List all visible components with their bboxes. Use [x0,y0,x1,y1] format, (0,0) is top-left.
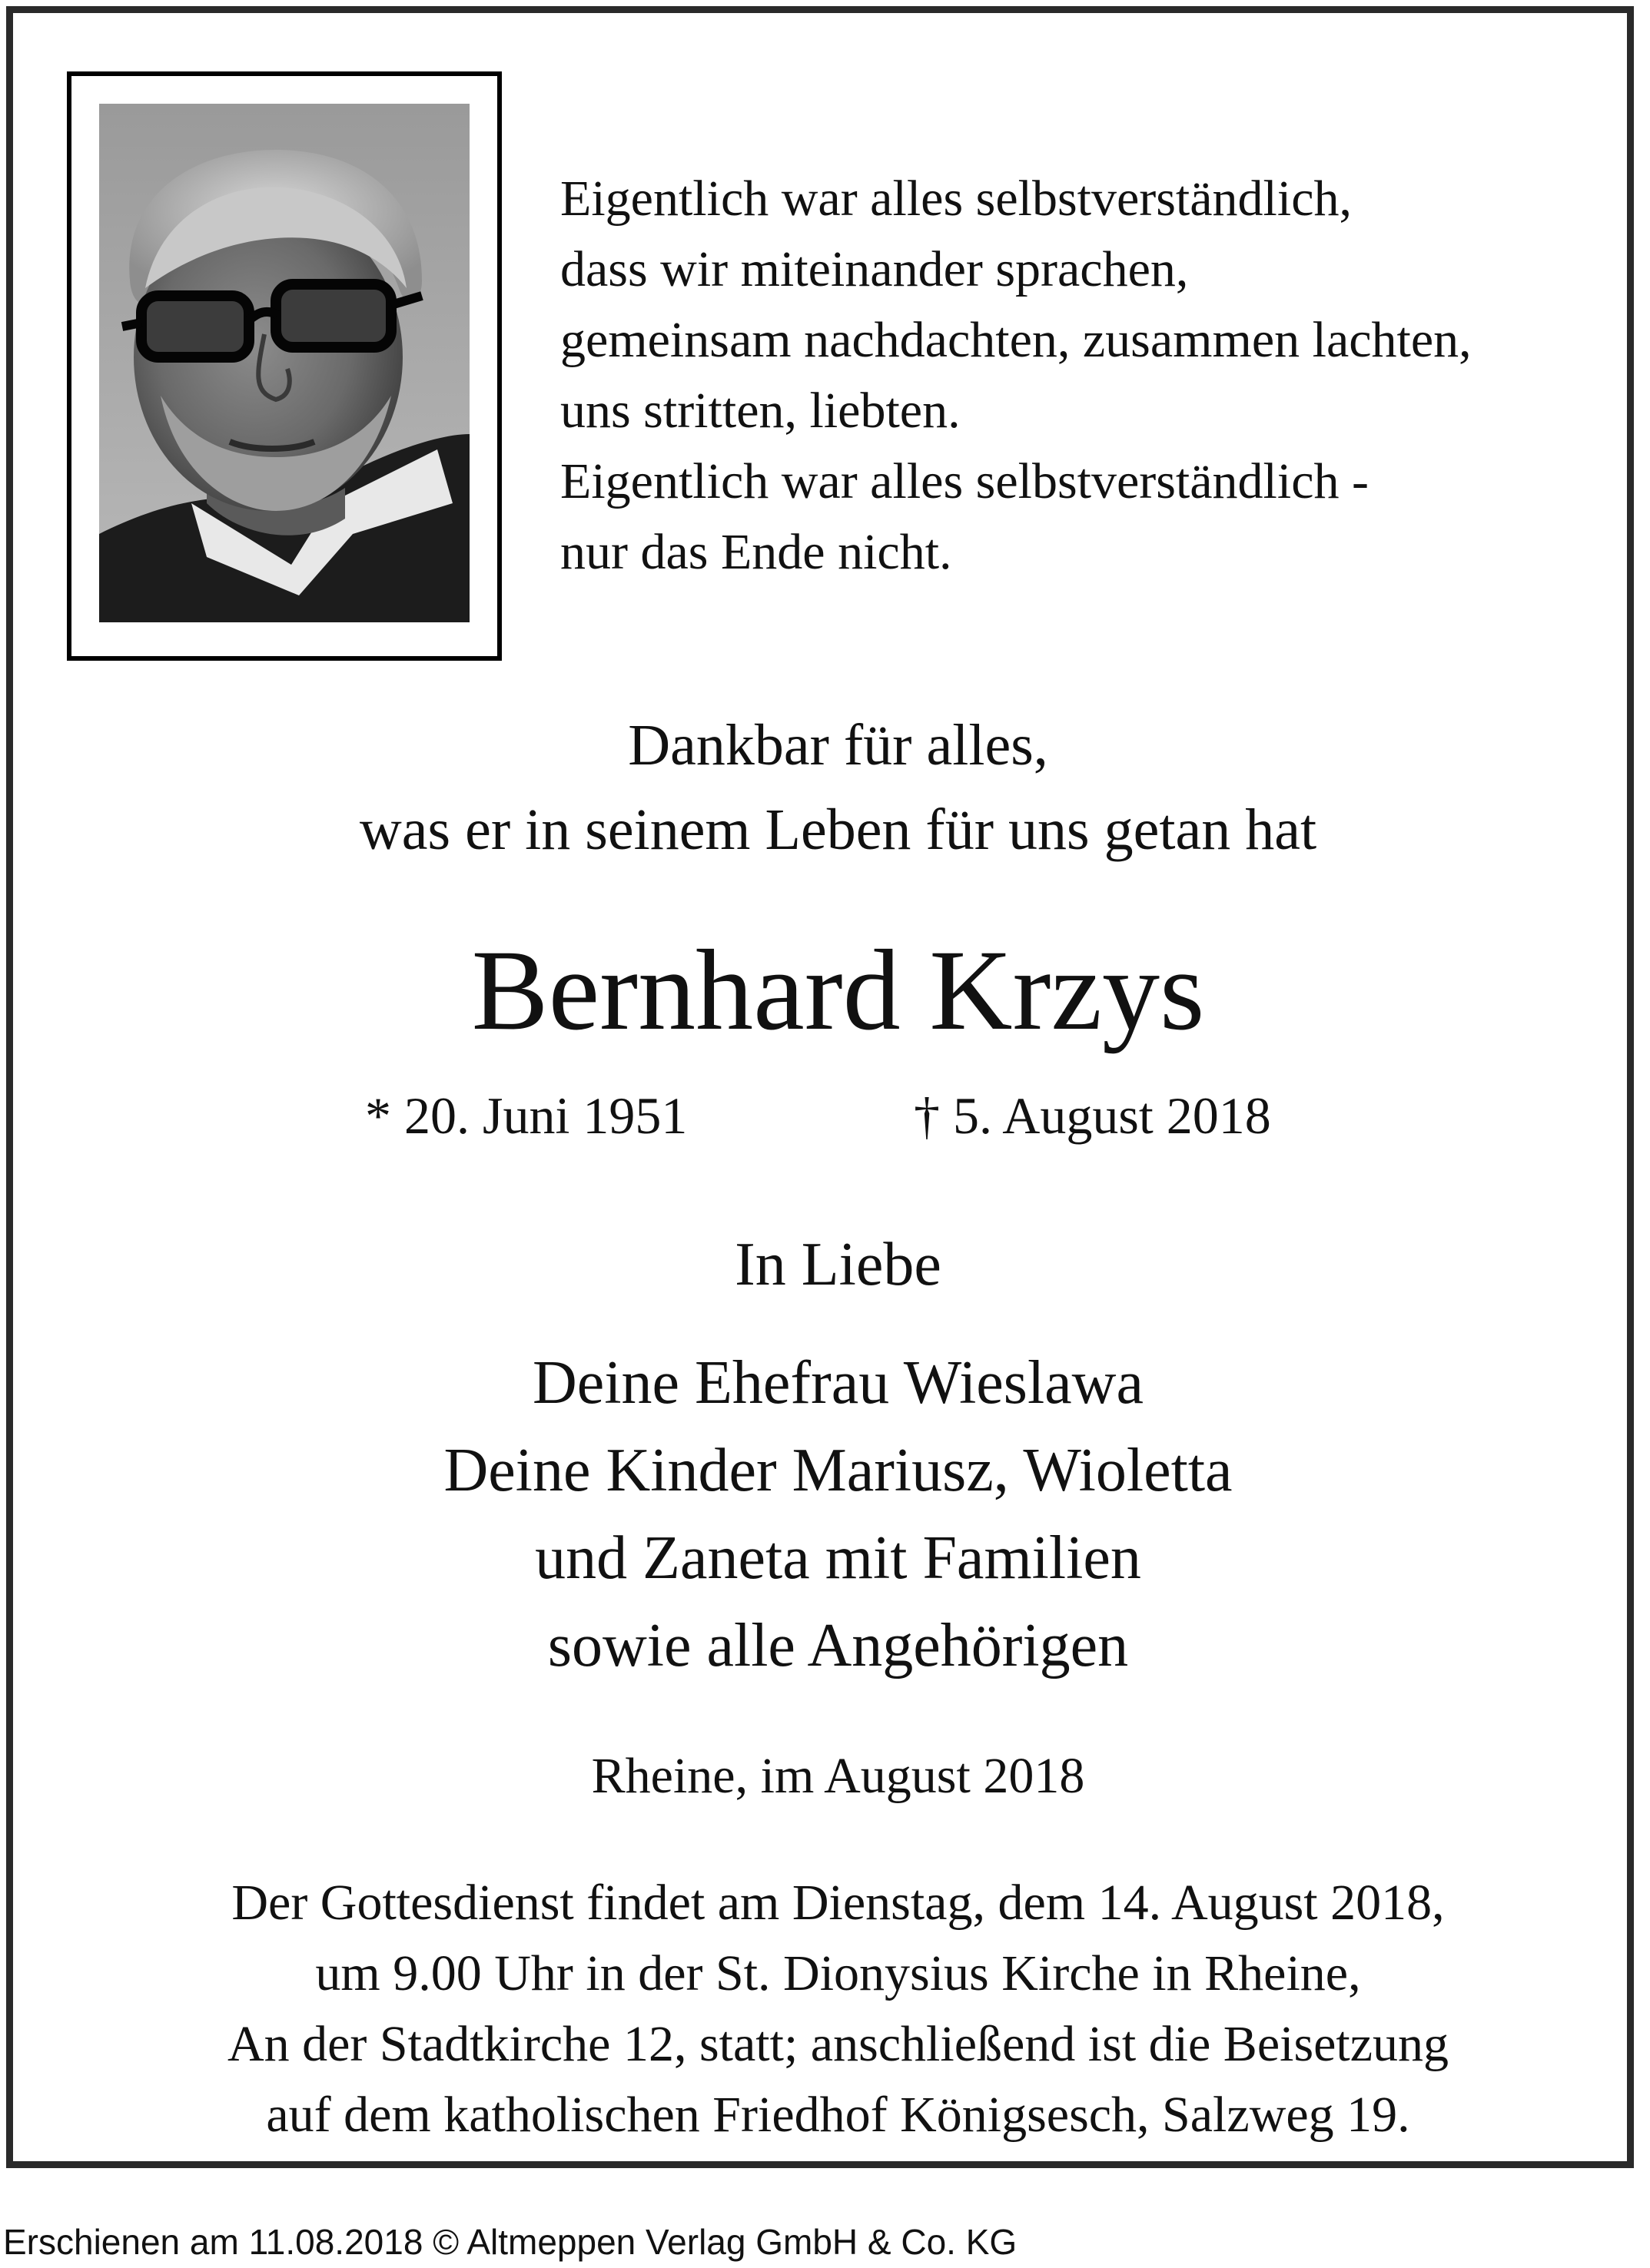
birth-date: * 20. Juni 1951 [365,1086,688,1145]
poem-line: dass wir miteinander sprachen, [560,241,1189,297]
mourners-list [13,1339,1650,1689]
mourners-line: Deine Kinder Mariusz, Wioletta [443,1437,1233,1504]
service-line: Der Gottesdienst findet am Dienstag, dem 14. August 2018, [231,1875,1445,1931]
service-line: auf dem katholischen Friedhof Königsesch, Salzweg 19. [266,2087,1410,2143]
poem-line: Eigentlich war alles selbstverständlich - [560,453,1369,509]
poem-text [560,164,1472,588]
death-date: † 5. August 2018 [914,1086,1271,1145]
gratitude-text [13,703,1650,872]
mourners-line: sowie alle Angehörigen [547,1612,1129,1679]
gratitude-line: Dankbar für alles, [628,713,1048,778]
mourners-line: und Zaneta mit Familien [535,1524,1141,1592]
obituary-notice [6,6,1634,2168]
poem-line: gemeinsam nachdachten, zusammen lachten, [560,312,1472,368]
poem-line: Eigentlich war alles selbstverständlich, [560,171,1353,227]
portrait-frame [67,71,502,661]
place-and-date: Rheine, im August 2018 [591,1748,1085,1804]
portrait-photo [99,104,470,622]
gratitude-line: was er in seinem Leben für uns getan hat [359,797,1317,862]
service-line: An der Stadtkirche 12, statt; anschließend ist die Beisetzung [227,2016,1449,2072]
poem-line: uns stritten, liebten. [560,383,961,439]
deceased-name: Bernhard Krzys [471,927,1205,1054]
service-details [13,1868,1650,2150]
portrait-illustration [99,104,470,622]
service-line: um 9.00 Uhr in der St. Dionysius Kirche in Rheine, [315,1945,1361,2001]
in-love-text: In Liebe [735,1231,941,1298]
publication-footer: Erschienen am 11.08.2018 © Altmeppen Verlag GmbH & Co. KG [3,2222,1018,2262]
mourners-line: Deine Ehefrau Wieslawa [533,1349,1144,1417]
poem-line: nur das Ende nicht. [560,524,952,580]
